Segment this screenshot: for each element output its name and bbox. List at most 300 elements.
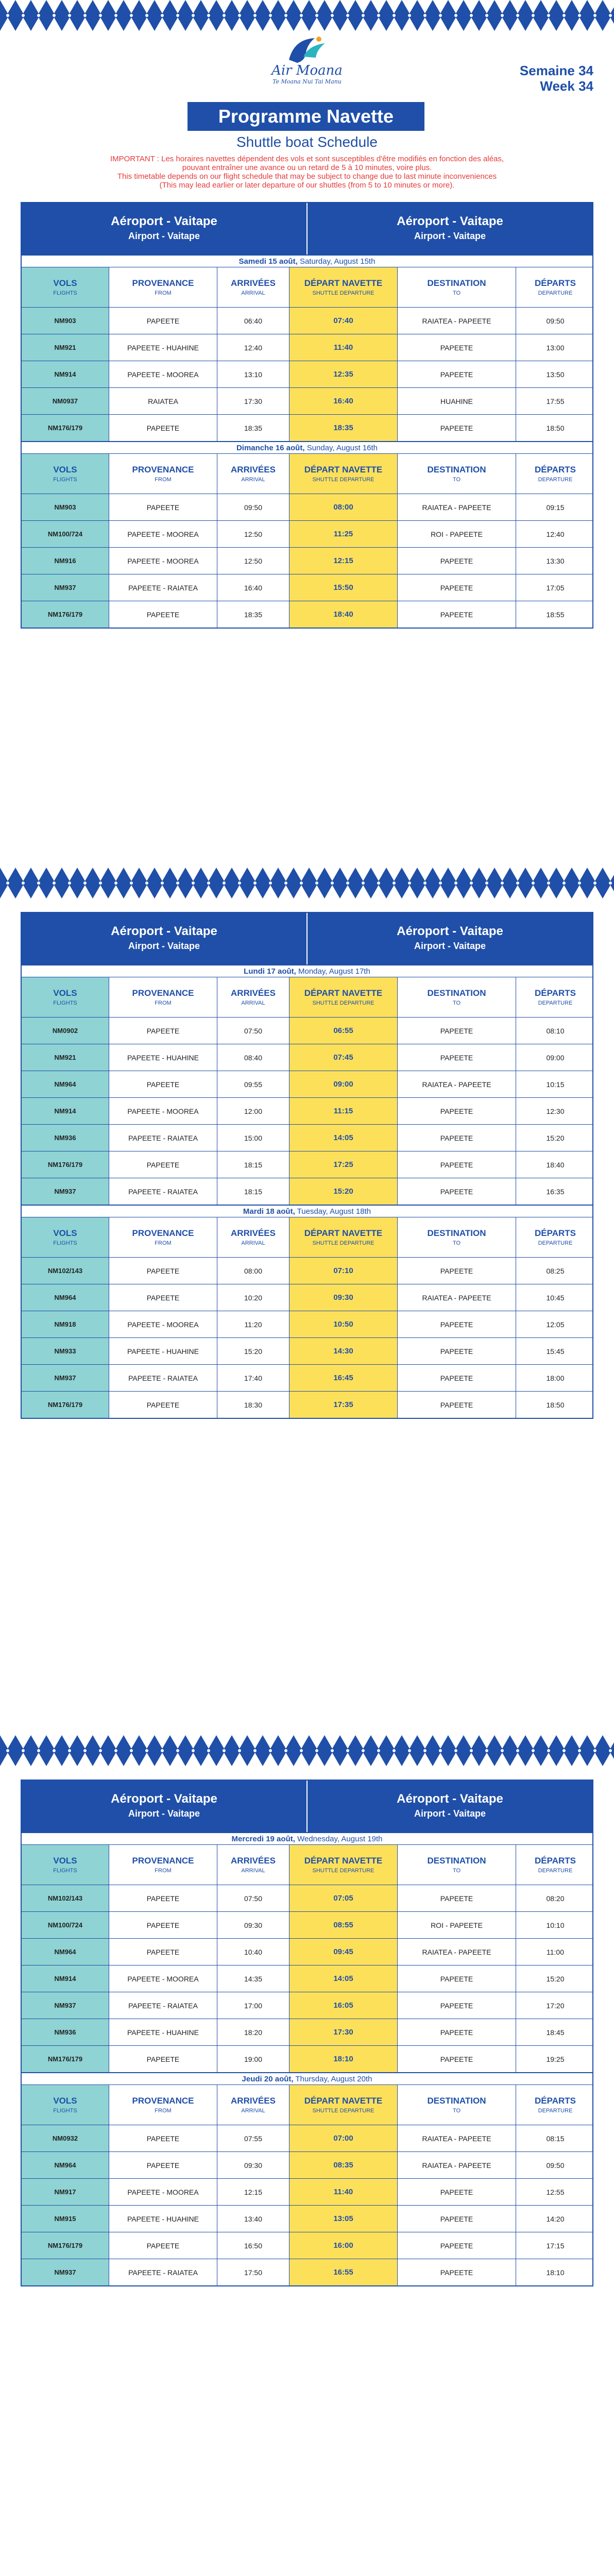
table-row xyxy=(22,2019,592,2045)
origin: PAPEETE xyxy=(109,308,217,334)
day-fr: Jeudi 20 août, xyxy=(242,2075,294,2083)
destination: ROI - PAPEETE xyxy=(398,1912,516,1938)
table-row xyxy=(22,334,592,361)
flight-number: NM176/179 xyxy=(22,601,109,628)
shuttle-departure-time: 09:00 xyxy=(289,1071,398,1097)
shuttle-departure-time: 14:30 xyxy=(289,1338,398,1364)
column-subtitle: ARRIVAL xyxy=(241,2108,265,2114)
origin: PAPEETE - RAIATEA xyxy=(109,2259,217,2285)
shuttle-departure-time: 17:35 xyxy=(289,1392,398,1418)
schedule-page xyxy=(0,1735,614,2576)
column-subtitle: TO xyxy=(452,290,461,296)
column-title: VOLS xyxy=(53,278,77,288)
destination: PAPEETE xyxy=(398,1151,516,1178)
column-subtitle: SHUTTLE DEPARTURE xyxy=(312,290,374,296)
departure-time: 18:50 xyxy=(546,423,565,432)
shuttle-departure-time: 07:00 xyxy=(289,2125,398,2151)
departure-time: 14:20 xyxy=(546,2214,565,2223)
departure-time: 12:55 xyxy=(546,2188,565,2196)
flight-number: NM0932 xyxy=(22,2125,109,2151)
arrival-time: 18:15 xyxy=(217,1151,289,1178)
destination: PAPEETE xyxy=(398,1098,516,1124)
notice-line: (This may lead earlier or later departure of our shuttles (from 5 to 10 minutes or more). xyxy=(159,181,455,190)
destination: RAIATEA - PAPEETE xyxy=(398,308,516,334)
destination: PAPEETE xyxy=(398,1311,516,1337)
origin: PAPEETE xyxy=(109,2152,217,2178)
flight-number: NM100/724 xyxy=(22,1912,109,1938)
table-row xyxy=(22,1965,592,1992)
column-subtitle: DEPARTURE xyxy=(538,1000,573,1006)
column-title: DESTINATION xyxy=(427,1228,486,1238)
flight-number: NM964 xyxy=(22,1939,109,1965)
table-header xyxy=(22,203,592,255)
arrival-time: 12:50 xyxy=(217,521,289,547)
column-subtitle: TO xyxy=(452,2108,461,2114)
destination: PAPEETE xyxy=(398,1044,516,1071)
column-subtitle: FROM xyxy=(155,477,172,483)
destination: PAPEETE xyxy=(398,1125,516,1151)
arrival-time: 17:50 xyxy=(217,2259,289,2285)
column-title: ARRIVÉES xyxy=(231,1228,276,1238)
arrival-time: 12:00 xyxy=(217,1098,289,1124)
col-shuttle-departure xyxy=(289,267,398,307)
column-title: ARRIVÉES xyxy=(231,988,276,998)
flight-number: NM0902 xyxy=(22,1018,109,1044)
table-row xyxy=(22,2232,592,2259)
shuttle-departure-time: 11:25 xyxy=(289,521,398,547)
col-shuttle-departure xyxy=(289,2085,398,2125)
table-row xyxy=(22,2151,592,2178)
column-subtitle: SHUTTLE DEPARTURE xyxy=(312,477,374,483)
column-title: ARRIVÉES xyxy=(231,465,276,474)
column-subtitle: ARRIVAL xyxy=(241,477,265,483)
arrival-time: 09:50 xyxy=(217,494,289,520)
day-en: Wednesday, August 19th xyxy=(297,1835,383,1843)
departure-time: 12:40 xyxy=(546,530,565,538)
column-title: DÉPARTS xyxy=(535,1856,576,1866)
arrival-time: 07:55 xyxy=(217,2125,289,2151)
arrival-time: 07:50 xyxy=(217,1018,289,1044)
departure-time: 13:30 xyxy=(546,556,565,565)
column-subtitle: DEPARTURE xyxy=(538,290,573,296)
route-title: Aéroport - Vaitape xyxy=(111,214,217,228)
column-title: DÉPART NAVETTE xyxy=(304,2096,383,2106)
col-flights xyxy=(22,267,109,307)
column-headers xyxy=(22,267,592,307)
departure-time: 08:15 xyxy=(546,2134,565,2143)
table-row xyxy=(22,1364,592,1391)
departure-time: 18:50 xyxy=(546,1400,565,1409)
flight-number: NM937 xyxy=(22,574,109,601)
column-title: DÉPART NAVETTE xyxy=(304,278,383,288)
col-flights xyxy=(22,1845,109,1885)
column-subtitle: FLIGHTS xyxy=(53,1868,77,1874)
arrival-time: 08:00 xyxy=(217,1258,289,1284)
departure-time: 18:40 xyxy=(546,1160,565,1169)
route-subtitle: Airport - Vaitape xyxy=(128,231,200,241)
departure-time: 12:05 xyxy=(546,1320,565,1329)
column-title: DÉPARTS xyxy=(535,278,576,288)
col-flights xyxy=(22,454,109,494)
destination: RAIATEA - PAPEETE xyxy=(398,2125,516,2151)
origin: PAPEETE xyxy=(109,2232,217,2259)
col-flights xyxy=(22,1217,109,1257)
col-destination xyxy=(398,1217,516,1257)
shuttle-departure-time: 16:45 xyxy=(289,1365,398,1391)
origin: PAPEETE xyxy=(109,1885,217,1911)
arrival-time: 18:35 xyxy=(217,415,289,441)
table-row xyxy=(22,1885,592,1911)
route-subtitle: Airport - Vaitape xyxy=(414,1808,486,1819)
col-destination xyxy=(398,1845,516,1885)
table-row xyxy=(22,547,592,574)
table-row xyxy=(22,307,592,334)
day-fr: Lundi 17 août, xyxy=(244,967,296,976)
origin: PAPEETE - MOOREA xyxy=(109,521,217,547)
shuttle-departure-time: 13:05 xyxy=(289,2206,398,2232)
polynesian-pattern-top xyxy=(0,1735,614,1766)
arrival-time: 15:00 xyxy=(217,1125,289,1151)
destination: PAPEETE xyxy=(398,2206,516,2232)
flight-number: NM102/143 xyxy=(22,1885,109,1911)
day-en: Tuesday, August 18th xyxy=(297,1207,371,1216)
shuttle-departure-time: 10:50 xyxy=(289,1311,398,1337)
day-heading xyxy=(22,964,592,977)
destination: PAPEETE xyxy=(398,334,516,361)
destination: RAIATEA - PAPEETE xyxy=(398,1939,516,1965)
origin: PAPEETE - HUAHINE xyxy=(109,334,217,361)
origin: PAPEETE - MOOREA xyxy=(109,548,217,574)
destination: RAIATEA - PAPEETE xyxy=(398,1284,516,1311)
column-subtitle: SHUTTLE DEPARTURE xyxy=(312,1868,374,1874)
origin: PAPEETE xyxy=(109,2046,217,2072)
origin: PAPEETE - HUAHINE xyxy=(109,1044,217,1071)
route-subtitle: Airport - Vaitape xyxy=(128,1808,200,1819)
col-destination xyxy=(398,454,516,494)
origin: PAPEETE - RAIATEA xyxy=(109,1365,217,1391)
origin: PAPEETE xyxy=(109,601,217,628)
shuttle-departure-time: 12:15 xyxy=(289,548,398,574)
departure-time: 18:45 xyxy=(546,2028,565,2037)
week-fr: Semaine 34 xyxy=(519,63,593,78)
origin: PAPEETE xyxy=(109,1018,217,1044)
schedule-page xyxy=(0,0,614,868)
flight-number: NM918 xyxy=(22,1311,109,1337)
column-title: DESTINATION xyxy=(427,465,486,474)
column-headers xyxy=(22,2084,592,2125)
shuttle-departure-time: 08:00 xyxy=(289,494,398,520)
column-title: DESTINATION xyxy=(427,1856,486,1866)
day-en: Thursday, August 20th xyxy=(295,2075,372,2083)
departure-time: 13:00 xyxy=(546,343,565,352)
route-subtitle: Airport - Vaitape xyxy=(414,231,486,241)
brand-name: Air Moana xyxy=(271,63,343,78)
arrival-time: 11:20 xyxy=(217,1311,289,1337)
col-destination xyxy=(398,2085,516,2125)
col-arrival xyxy=(217,977,289,1017)
destination: RAIATEA - PAPEETE xyxy=(398,1071,516,1097)
table-header-right xyxy=(306,203,592,255)
column-subtitle: ARRIVAL xyxy=(241,1240,265,1246)
column-subtitle: TO xyxy=(452,1000,461,1006)
day-fr: Mercredi 19 août, xyxy=(231,1835,295,1843)
col-departure xyxy=(516,2085,594,2125)
column-subtitle: TO xyxy=(452,1240,461,1246)
destination: PAPEETE xyxy=(398,1965,516,1992)
shuttle-departure-time: 14:05 xyxy=(289,1965,398,1992)
origin: PAPEETE xyxy=(109,1912,217,1938)
col-arrival xyxy=(217,1217,289,1257)
flight-number: NM964 xyxy=(22,1284,109,1311)
col-arrival xyxy=(217,2085,289,2125)
flight-number: NM915 xyxy=(22,2206,109,2232)
table-header-left xyxy=(22,913,306,964)
arrival-time: 18:20 xyxy=(217,2019,289,2045)
shuttle-departure-time: 07:05 xyxy=(289,1885,398,1911)
arrival-time: 17:40 xyxy=(217,1365,289,1391)
notice-line: pouvant entraîner une avance ou un retard de 5 à 10 minutes, voire plus. xyxy=(182,163,432,172)
departure-time: 15:20 xyxy=(546,1974,565,1983)
route-title: Aéroport - Vaitape xyxy=(397,1792,503,1806)
arrival-time: 10:20 xyxy=(217,1284,289,1311)
col-shuttle-departure xyxy=(289,1845,398,1885)
shuttle-departure-time: 08:35 xyxy=(289,2152,398,2178)
origin: PAPEETE - RAIATEA xyxy=(109,1125,217,1151)
table-row xyxy=(22,1044,592,1071)
shuttle-departure-time: 11:15 xyxy=(289,1098,398,1124)
shuttle-departure-time: 17:30 xyxy=(289,2019,398,2045)
destination: PAPEETE xyxy=(398,1338,516,1364)
route-title: Aéroport - Vaitape xyxy=(397,214,503,228)
flight-number: NM921 xyxy=(22,334,109,361)
column-title: DESTINATION xyxy=(427,988,486,998)
column-headers xyxy=(22,453,592,494)
shuttle-departure-time: 09:45 xyxy=(289,1939,398,1965)
arrival-time: 18:30 xyxy=(217,1392,289,1418)
col-flights xyxy=(22,977,109,1017)
departure-time: 19:25 xyxy=(546,2055,565,2063)
arrival-time: 16:50 xyxy=(217,2232,289,2259)
notice-line: This timetable depends on our flight schedule that may be subject to change due to last minute inconveniences xyxy=(117,172,497,181)
origin: PAPEETE - MOOREA xyxy=(109,1098,217,1124)
col-from xyxy=(109,1217,217,1257)
column-subtitle: FROM xyxy=(155,290,172,296)
route-title: Aéroport - Vaitape xyxy=(111,1792,217,1806)
table-row xyxy=(22,361,592,387)
column-subtitle: SHUTTLE DEPARTURE xyxy=(312,1240,374,1246)
table-row xyxy=(22,1911,592,1938)
column-subtitle: DEPARTURE xyxy=(538,2108,573,2114)
day-fr: Samedi 15 août, xyxy=(238,257,298,266)
column-subtitle: DEPARTURE xyxy=(538,477,573,483)
table-row xyxy=(22,1178,592,1205)
column-title: PROVENANCE xyxy=(132,988,194,998)
arrival-time: 07:50 xyxy=(217,1885,289,1911)
flight-number: NM936 xyxy=(22,2019,109,2045)
destination: PAPEETE xyxy=(398,574,516,601)
destination: PAPEETE xyxy=(398,1885,516,1911)
shuttle-departure-time: 16:00 xyxy=(289,2232,398,2259)
shuttle-departure-time: 15:20 xyxy=(289,1178,398,1205)
column-title: DESTINATION xyxy=(427,278,486,288)
column-title: DÉPARTS xyxy=(535,465,576,474)
departure-time: 17:05 xyxy=(546,583,565,592)
column-title: ARRIVÉES xyxy=(231,278,276,288)
departure-time: 18:55 xyxy=(546,610,565,619)
destination: PAPEETE xyxy=(398,1392,516,1418)
col-departure xyxy=(516,267,594,307)
table-row xyxy=(22,1017,592,1044)
column-title: DÉPARTS xyxy=(535,2096,576,2106)
flight-number: NM917 xyxy=(22,2179,109,2205)
arrival-time: 09:55 xyxy=(217,1071,289,1097)
col-destination xyxy=(398,977,516,1017)
day-heading xyxy=(22,1205,592,1217)
col-from xyxy=(109,2085,217,2125)
shuttle-departure-time: 11:40 xyxy=(289,2179,398,2205)
table-row xyxy=(22,494,592,520)
arrival-time: 16:40 xyxy=(217,574,289,601)
destination: PAPEETE xyxy=(398,1365,516,1391)
column-title: ARRIVÉES xyxy=(231,2096,276,2106)
column-title: VOLS xyxy=(53,2096,77,2106)
table-header xyxy=(22,1781,592,1832)
destination: HUAHINE xyxy=(398,388,516,414)
day-heading xyxy=(22,441,592,453)
departure-time: 08:20 xyxy=(546,1894,565,1903)
destination: PAPEETE xyxy=(398,2259,516,2285)
arrival-time: 18:15 xyxy=(217,1178,289,1205)
day-heading xyxy=(22,1832,592,1844)
air-moana-logo xyxy=(261,34,353,96)
arrival-time: 15:20 xyxy=(217,1338,289,1364)
departure-time: 16:35 xyxy=(546,1187,565,1196)
origin: PAPEETE - RAIATEA xyxy=(109,1178,217,1205)
flight-number: NM964 xyxy=(22,2152,109,2178)
shuttle-departure-time: 16:40 xyxy=(289,388,398,414)
column-subtitle: FLIGHTS xyxy=(53,2108,77,2114)
destination: PAPEETE xyxy=(398,2019,516,2045)
origin: PAPEETE - HUAHINE xyxy=(109,2019,217,2045)
column-subtitle: ARRIVAL xyxy=(241,290,265,296)
flight-number: NM914 xyxy=(22,1098,109,1124)
col-arrival xyxy=(217,454,289,494)
arrival-time: 09:30 xyxy=(217,2152,289,2178)
column-title: PROVENANCE xyxy=(132,2096,194,2106)
week-en: Week 34 xyxy=(540,78,593,94)
origin: RAIATEA xyxy=(109,388,217,414)
table-row xyxy=(22,2125,592,2151)
departure-time: 08:10 xyxy=(546,1026,565,1035)
departure-time: 12:30 xyxy=(546,1107,565,1115)
origin: PAPEETE xyxy=(109,494,217,520)
column-headers xyxy=(22,1217,592,1257)
origin: PAPEETE - HUAHINE xyxy=(109,2206,217,2232)
table-row xyxy=(22,2045,592,2072)
column-subtitle: FROM xyxy=(155,1868,172,1874)
col-from xyxy=(109,977,217,1017)
column-title: VOLS xyxy=(53,988,77,998)
shuttle-departure-time: 06:55 xyxy=(289,1018,398,1044)
column-subtitle: FROM xyxy=(155,1240,172,1246)
origin: PAPEETE xyxy=(109,1939,217,1965)
destination: PAPEETE xyxy=(398,2179,516,2205)
flight-number: NM914 xyxy=(22,1965,109,1992)
route-title: Aéroport - Vaitape xyxy=(111,924,217,938)
table-header xyxy=(22,913,592,964)
column-title: PROVENANCE xyxy=(132,1856,194,1866)
departure-time: 09:15 xyxy=(546,503,565,512)
flight-number: NM921 xyxy=(22,1044,109,1071)
column-title: DESTINATION xyxy=(427,2096,486,2106)
col-from xyxy=(109,1845,217,1885)
origin: PAPEETE - HUAHINE xyxy=(109,1338,217,1364)
flight-number: NM903 xyxy=(22,494,109,520)
destination: RAIATEA - PAPEETE xyxy=(398,494,516,520)
table-row xyxy=(22,1311,592,1337)
arrival-time: 13:40 xyxy=(217,2206,289,2232)
shuttle-departure-time: 08:55 xyxy=(289,1912,398,1938)
week-indicator xyxy=(520,63,593,94)
column-subtitle: FROM xyxy=(155,1000,172,1006)
table-row xyxy=(22,2259,592,2285)
origin: PAPEETE - MOOREA xyxy=(109,361,217,387)
column-title: VOLS xyxy=(53,465,77,474)
column-subtitle: DEPARTURE xyxy=(538,1240,573,1246)
table-row xyxy=(22,1337,592,1364)
shuttle-departure-time: 12:35 xyxy=(289,361,398,387)
route-title: Aéroport - Vaitape xyxy=(397,924,503,938)
shuttle-departure-time: 07:45 xyxy=(289,1044,398,1071)
destination: PAPEETE xyxy=(398,601,516,628)
destination: RAIATEA - PAPEETE xyxy=(398,2152,516,2178)
origin: PAPEETE xyxy=(109,1392,217,1418)
column-title: DÉPARTS xyxy=(535,988,576,998)
flight-number: NM964 xyxy=(22,1071,109,1097)
col-flights xyxy=(22,2085,109,2125)
arrival-time: 13:10 xyxy=(217,361,289,387)
table-row xyxy=(22,2205,592,2232)
schedule-page xyxy=(0,868,614,1735)
table-row xyxy=(22,1391,592,1418)
table-row xyxy=(22,2178,592,2205)
page-header xyxy=(0,31,614,201)
column-title: DÉPART NAVETTE xyxy=(304,1856,383,1866)
col-departure xyxy=(516,1217,594,1257)
arrival-time: 17:00 xyxy=(217,1992,289,2019)
table-row xyxy=(22,520,592,547)
flight-number: NM937 xyxy=(22,1178,109,1205)
arrival-time: 12:15 xyxy=(217,2179,289,2205)
schedule-table xyxy=(21,912,593,1419)
column-headers xyxy=(22,1844,592,1885)
arrival-time: 14:35 xyxy=(217,1965,289,1992)
column-headers xyxy=(22,977,592,1017)
departure-time: 18:10 xyxy=(546,2268,565,2277)
departure-time: 11:00 xyxy=(547,1947,564,1956)
shuttle-departure-time: 07:10 xyxy=(289,1258,398,1284)
route-subtitle: Airport - Vaitape xyxy=(414,941,486,951)
arrival-time: 08:40 xyxy=(217,1044,289,1071)
departure-time: 15:45 xyxy=(546,1347,565,1355)
destination: PAPEETE xyxy=(398,548,516,574)
table-header-left xyxy=(22,203,306,255)
column-subtitle: FLIGHTS xyxy=(53,477,77,483)
wave-logo-icon xyxy=(279,34,335,66)
flight-number: NM176/179 xyxy=(22,1151,109,1178)
origin: PAPEETE - MOOREA xyxy=(109,1965,217,1992)
flight-number: NM176/179 xyxy=(22,2046,109,2072)
